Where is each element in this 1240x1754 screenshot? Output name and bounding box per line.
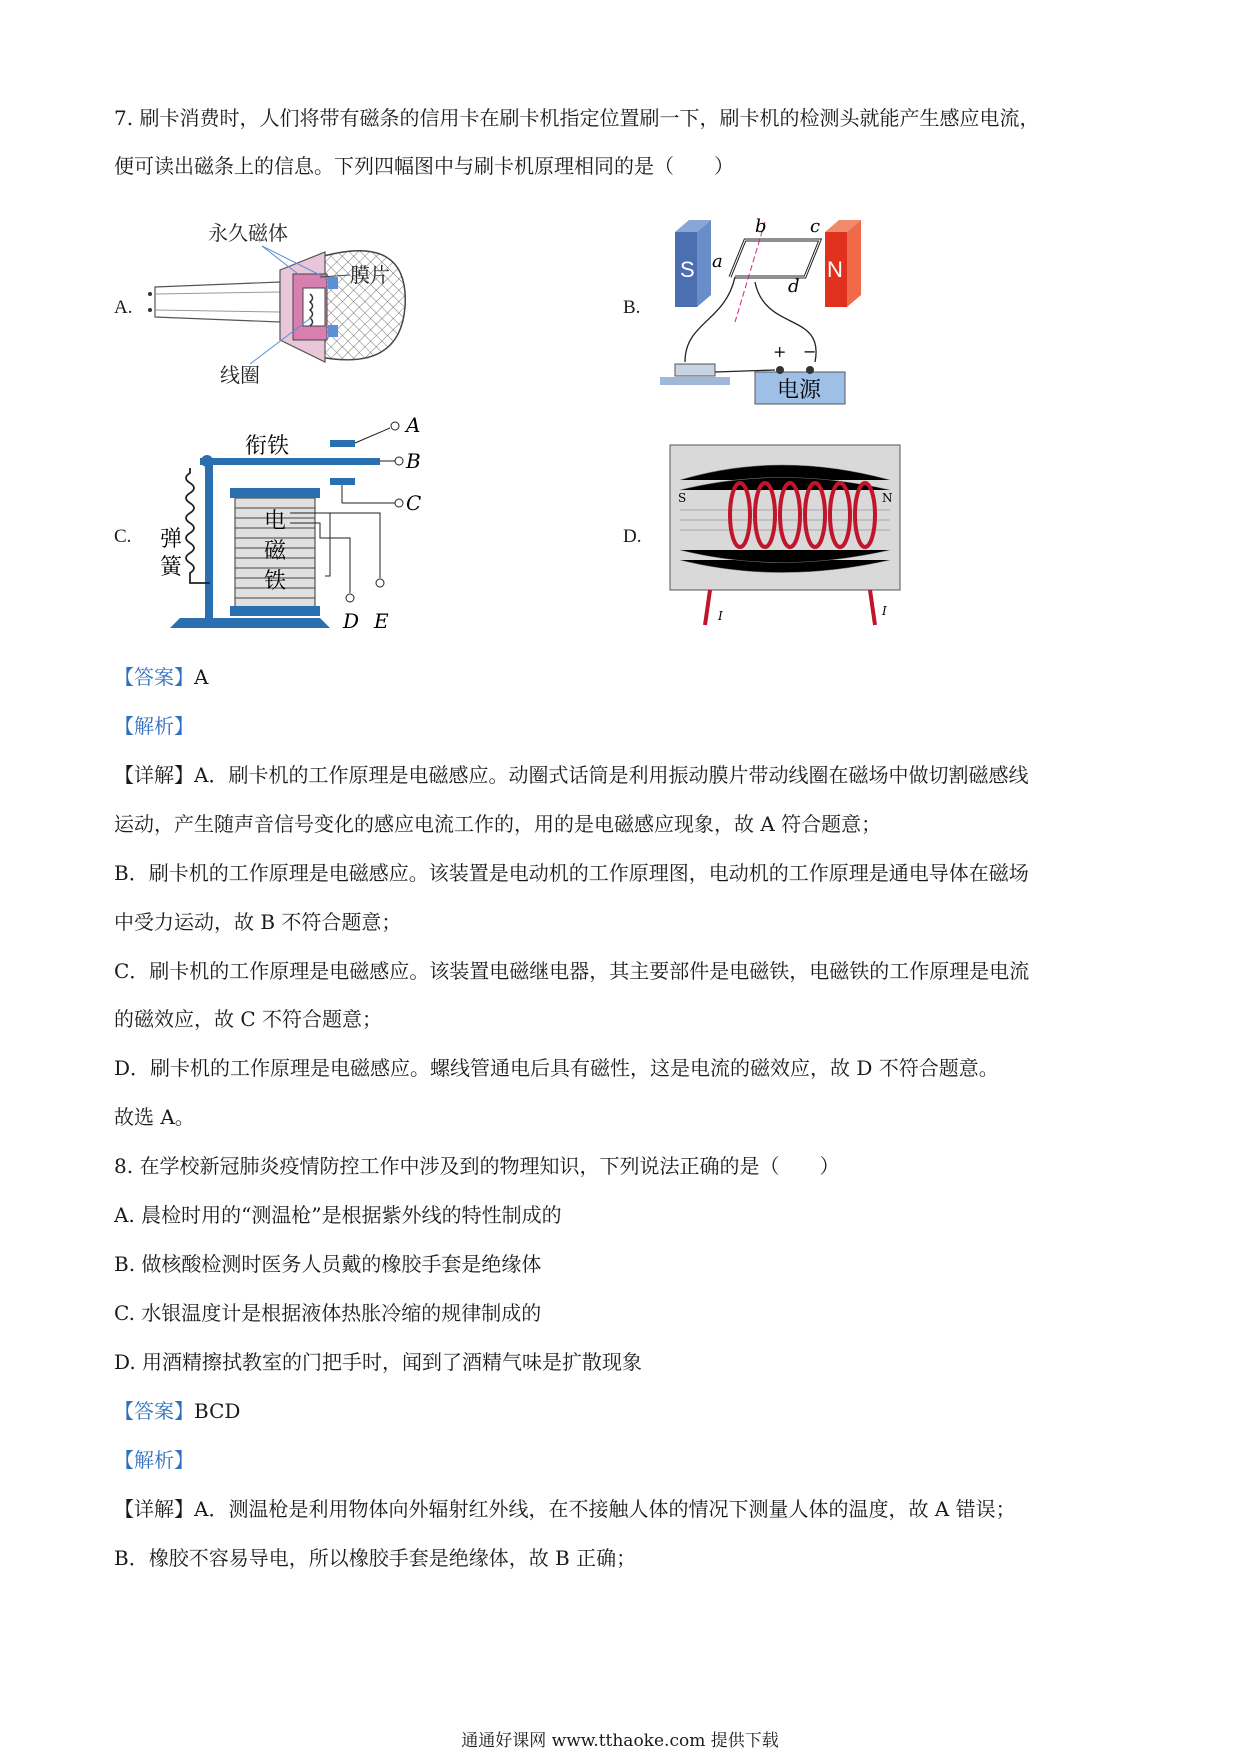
q8-option-a: A. 晨检时用的“测温枪”是根据紫外线的特性制成的 bbox=[114, 1203, 562, 1227]
q7-option-b-label: B. bbox=[623, 297, 641, 318]
figure-a-microphone bbox=[150, 222, 440, 392]
q7-detail-line2: 运动，产生随声音信号变化的感应电流工作的，用的是电磁感应现象，故 A 符合题意； bbox=[114, 812, 882, 836]
q7-option-d-label: D. bbox=[623, 526, 642, 547]
fig-c-E: E bbox=[374, 609, 389, 633]
q7-detail-line4: 中受力运动，故 B 不符合题意； bbox=[114, 910, 402, 934]
fig-d-i2: I bbox=[882, 604, 887, 618]
fig-c-em2: 磁 bbox=[264, 539, 287, 564]
q7-detail-line6: 的磁效应，故 C 不符合题意； bbox=[114, 1007, 383, 1031]
fig-b-a-label: a bbox=[712, 251, 723, 272]
fig-a-membrane-label: 膜片 bbox=[350, 263, 390, 287]
q8-answer: 【答案】BCD bbox=[114, 1399, 241, 1423]
q7-detail-line7: D．刷卡机的工作原理是电磁感应。螺线管通电后具有磁性，这是电流的磁效应，故 D 不符合题意。 bbox=[114, 1056, 999, 1080]
q7-detail-line3: B．刷卡机的工作原理是电磁感应。该装置是电动机的工作原理图，电动机的工作原理是通电导体在磁场 bbox=[114, 861, 1029, 885]
fig-a-magnet-label: 永久磁体 bbox=[208, 221, 288, 245]
figure-b-motor bbox=[655, 212, 890, 422]
fig-c-A: A bbox=[406, 413, 421, 437]
fig-c-C: C bbox=[406, 491, 422, 515]
q8-analysis-tag: 【解析】 bbox=[114, 1448, 194, 1472]
q8-option-c: C. 水银温度计是根据液体热胀冷缩的规律制成的 bbox=[114, 1301, 542, 1325]
q7-analysis-tag: 【解析】 bbox=[114, 714, 194, 738]
fig-b-c-label: c bbox=[810, 216, 821, 237]
q7-option-c-label: C. bbox=[114, 526, 132, 547]
q7-stem-line1: 7. 刷卡消费时，人们将带有磁条的信用卡在刷卡机指定位置刷一下，刷卡机的检测头就能产生感应电流， bbox=[114, 106, 1040, 130]
q7-option-a-label: A. bbox=[114, 297, 133, 318]
q7-answer: 【答案】A bbox=[114, 665, 209, 689]
fig-c-spring1: 弹 bbox=[160, 527, 183, 552]
fig-c-D: D bbox=[343, 609, 360, 633]
fig-c-em1: 电 bbox=[264, 509, 287, 534]
fig-b-plus: + bbox=[773, 342, 787, 361]
fig-c-em3: 铁 bbox=[264, 569, 287, 594]
fig-a-coil-label: 线圈 bbox=[220, 363, 260, 387]
fig-b-b-label: b bbox=[755, 216, 767, 237]
fig-b-minus: − bbox=[803, 342, 817, 361]
page-footer: 通通好课网 www.tthaoke.com 提供下载 bbox=[461, 1731, 779, 1751]
q7-detail-line1: 【详解】A．刷卡机的工作原理是电磁感应。动圈式话筒是利用振动膜片带动线圈在磁场中做切割磁感线 bbox=[114, 763, 1029, 787]
q7-detail-line8: 故选 A。 bbox=[114, 1105, 195, 1129]
figure-c-relay bbox=[150, 413, 480, 638]
fig-b-s-label: S bbox=[680, 257, 695, 282]
q8-detail-line1: 【详解】A．测温枪是利用物体向外辐射红外线，在不接触人体的情况下测量人体的温度，故 A 错误； bbox=[114, 1497, 1016, 1521]
q8-option-b: B. 做核酸检测时医务人员戴的橡胶手套是绝缘体 bbox=[114, 1252, 542, 1276]
figure-d-solenoid bbox=[660, 440, 910, 635]
fig-b-n-label: N bbox=[827, 257, 843, 282]
q8-option-d: D. 用酒精擦拭教室的门把手时，闻到了酒精气味是扩散现象 bbox=[114, 1350, 643, 1374]
fig-d-i1: I bbox=[718, 609, 723, 623]
q7-stem-line2: 便可读出磁条上的信息。下列四幅图中与刷卡机原理相同的是（ ） bbox=[114, 154, 734, 178]
fig-b-d-label: d bbox=[788, 276, 800, 297]
fig-c-armature: 衔铁 bbox=[245, 434, 290, 459]
q8-detail-line2: B．橡胶不容易导电，所以橡胶手套是绝缘体，故 B 正确； bbox=[114, 1546, 637, 1570]
q7-detail-line5: C．刷卡机的工作原理是电磁感应。该装置电磁继电器，其主要部件是电磁铁，电磁铁的工作原理是电流 bbox=[114, 959, 1030, 983]
fig-d-s-label: S bbox=[678, 491, 687, 505]
q8-stem: 8. 在学校新冠肺炎疫情防控工作中涉及到的物理知识，下列说法正确的是（ ） bbox=[114, 1154, 840, 1178]
fig-b-power-label: 电源 bbox=[777, 378, 822, 403]
fig-c-spring2: 簧 bbox=[160, 555, 183, 580]
fig-c-B: B bbox=[406, 449, 421, 473]
fig-d-n-label: N bbox=[882, 491, 893, 505]
